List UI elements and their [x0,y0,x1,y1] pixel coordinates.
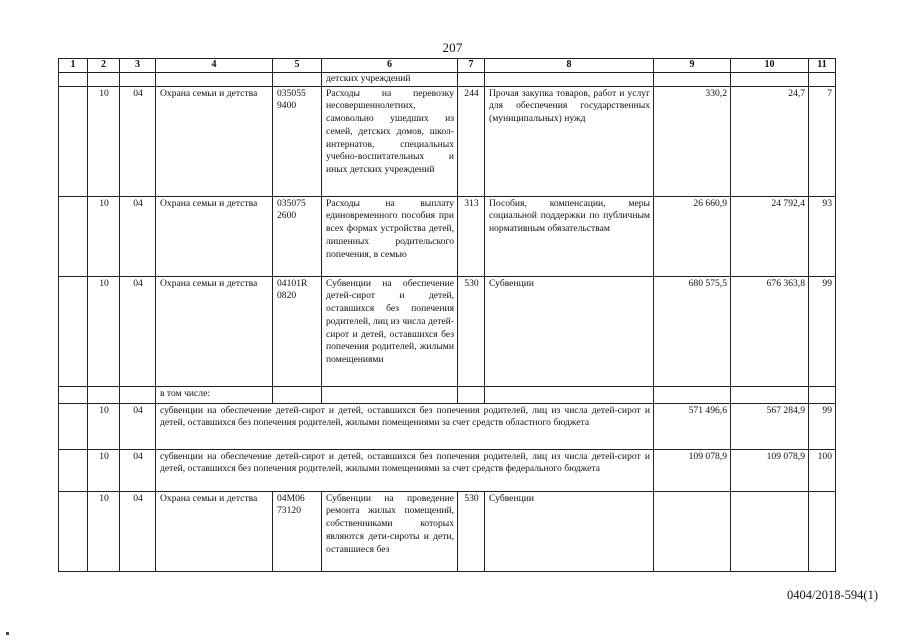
execution-percent: 7 [809,86,836,196]
section-code: 10 [88,491,120,571]
section-code: 10 [88,449,120,491]
subsection-name: Охрана семьи и детства [156,491,273,571]
sub-row-description: субвенции на обеспечение детей-сирот и детей, оставшихся без попечения родителей, лиц из числа детей-сирот и детей, оставшихся без попечения родителей, жилыми помещениями за счет средств областного бюджета [156,403,654,449]
table-row [59,491,836,571]
subsection-code: 04 [120,403,156,449]
target-article-code: 035075 2600 [273,196,322,276]
scan-mark [6,632,9,635]
execution-percent: 93 [809,196,836,276]
expense-description: Субвенции на обеспечение детей-сирот и детей, оставшихся без попечения родителей, лиц из числа детей-сирот и детей, оставшихся без попечения родителей, жилыми помещениями [322,276,458,386]
header-cell-10: 10 [731,59,809,73]
expense-description: Расходы на перевозку несовершеннолетних, самовольно ушедших из семей, детских домов, школ-интернатов, специальных учебно-воспитательных и иных детских учреждений [322,86,458,196]
header-cell-1: 1 [59,59,88,73]
actual-amount [731,491,809,571]
execution-percent: 99 [809,276,836,386]
target-article-code: 035055 9400 [273,86,322,196]
subsection-code: 04 [120,449,156,491]
header-cell-7: 7 [458,59,485,73]
expense-type-code: 313 [458,196,485,276]
section-code: 10 [88,403,120,449]
actual-amount: 676 363,8 [731,276,809,386]
header-cell-5: 5 [273,59,322,73]
header-cell-11: 11 [809,59,836,73]
including-row [59,386,836,403]
budget-table [58,58,836,572]
planned-amount: 571 496,6 [654,403,731,449]
subsection-code: 04 [120,491,156,571]
execution-percent [809,491,836,571]
execution-percent: 99 [809,403,836,449]
page-number: 207 [442,40,463,55]
header-cell-9: 9 [654,59,731,73]
target-article-code: 04101R 0820 [273,276,322,386]
header-cell-4: 4 [156,59,273,73]
header-cell-8: 8 [485,59,654,73]
header-cell-2: 2 [88,59,120,73]
table-row [59,196,836,276]
expense-type-code: 530 [458,491,485,571]
planned-amount: 109 078,9 [654,449,731,491]
actual-amount: 24,7 [731,86,809,196]
planned-amount [654,491,731,571]
expense-type-name: Субвенции [485,276,654,386]
subsection-code: 04 [120,86,156,196]
document-code: 0404/2018-594(1) [787,588,878,602]
section-code: 10 [88,276,120,386]
actual-amount: 24 792,4 [731,196,809,276]
planned-amount: 330,2 [654,86,731,196]
actual-amount: 109 078,9 [731,449,809,491]
execution-percent: 100 [809,449,836,491]
planned-amount: 680 575,5 [654,276,731,386]
subsection-name: Охрана семьи и детства [156,196,273,276]
expense-type-code: 244 [458,86,485,196]
header-cell-6: 6 [322,59,458,73]
table-row [59,276,836,386]
subsection-name: Охрана семьи и детства [156,86,273,196]
header-cell-3: 3 [120,59,156,73]
actual-amount: 567 284,9 [731,403,809,449]
continuation-text: детских учреждений [322,72,458,86]
expense-type-name: Пособия, компенсации, меры социальной поддержки по публичным нормативным обязательствам [485,196,654,276]
expense-type-code: 530 [458,276,485,386]
sub-row [59,403,836,449]
expense-description: Субвенции на проведение ремонта жилых помещений, собственниками которых являются дети-сироты и дети, оставшиеся без [322,491,458,571]
expense-type-name: Прочая закупка товаров, работ и услуг для обеспечения государственных (муниципальных) нужд [485,86,654,196]
expense-type-name: Субвенции [485,491,654,571]
continuation-row [59,72,836,86]
target-article-code: 04М06 73120 [273,491,322,571]
expense-description: Расходы на выплату единовременного пособия при всех формах устройства детей, лишенных родительского попечения, в семью [322,196,458,276]
table-row [59,86,836,196]
sub-row-description: субвенции на обеспечение детей-сирот и детей, оставшихся без попечения родителей, лиц из числа детей-сирот и детей, оставшихся без попечения родителей, жилыми помещениями за счет средств федерального бюджета [156,449,654,491]
planned-amount: 26 660,9 [654,196,731,276]
section-code: 10 [88,86,120,196]
including-label: в том числе: [156,386,273,403]
subsection-name: Охрана семьи и детства [156,276,273,386]
subsection-code: 04 [120,196,156,276]
sub-row [59,449,836,491]
subsection-code: 04 [120,276,156,386]
section-code: 10 [88,196,120,276]
header-row [59,59,836,73]
